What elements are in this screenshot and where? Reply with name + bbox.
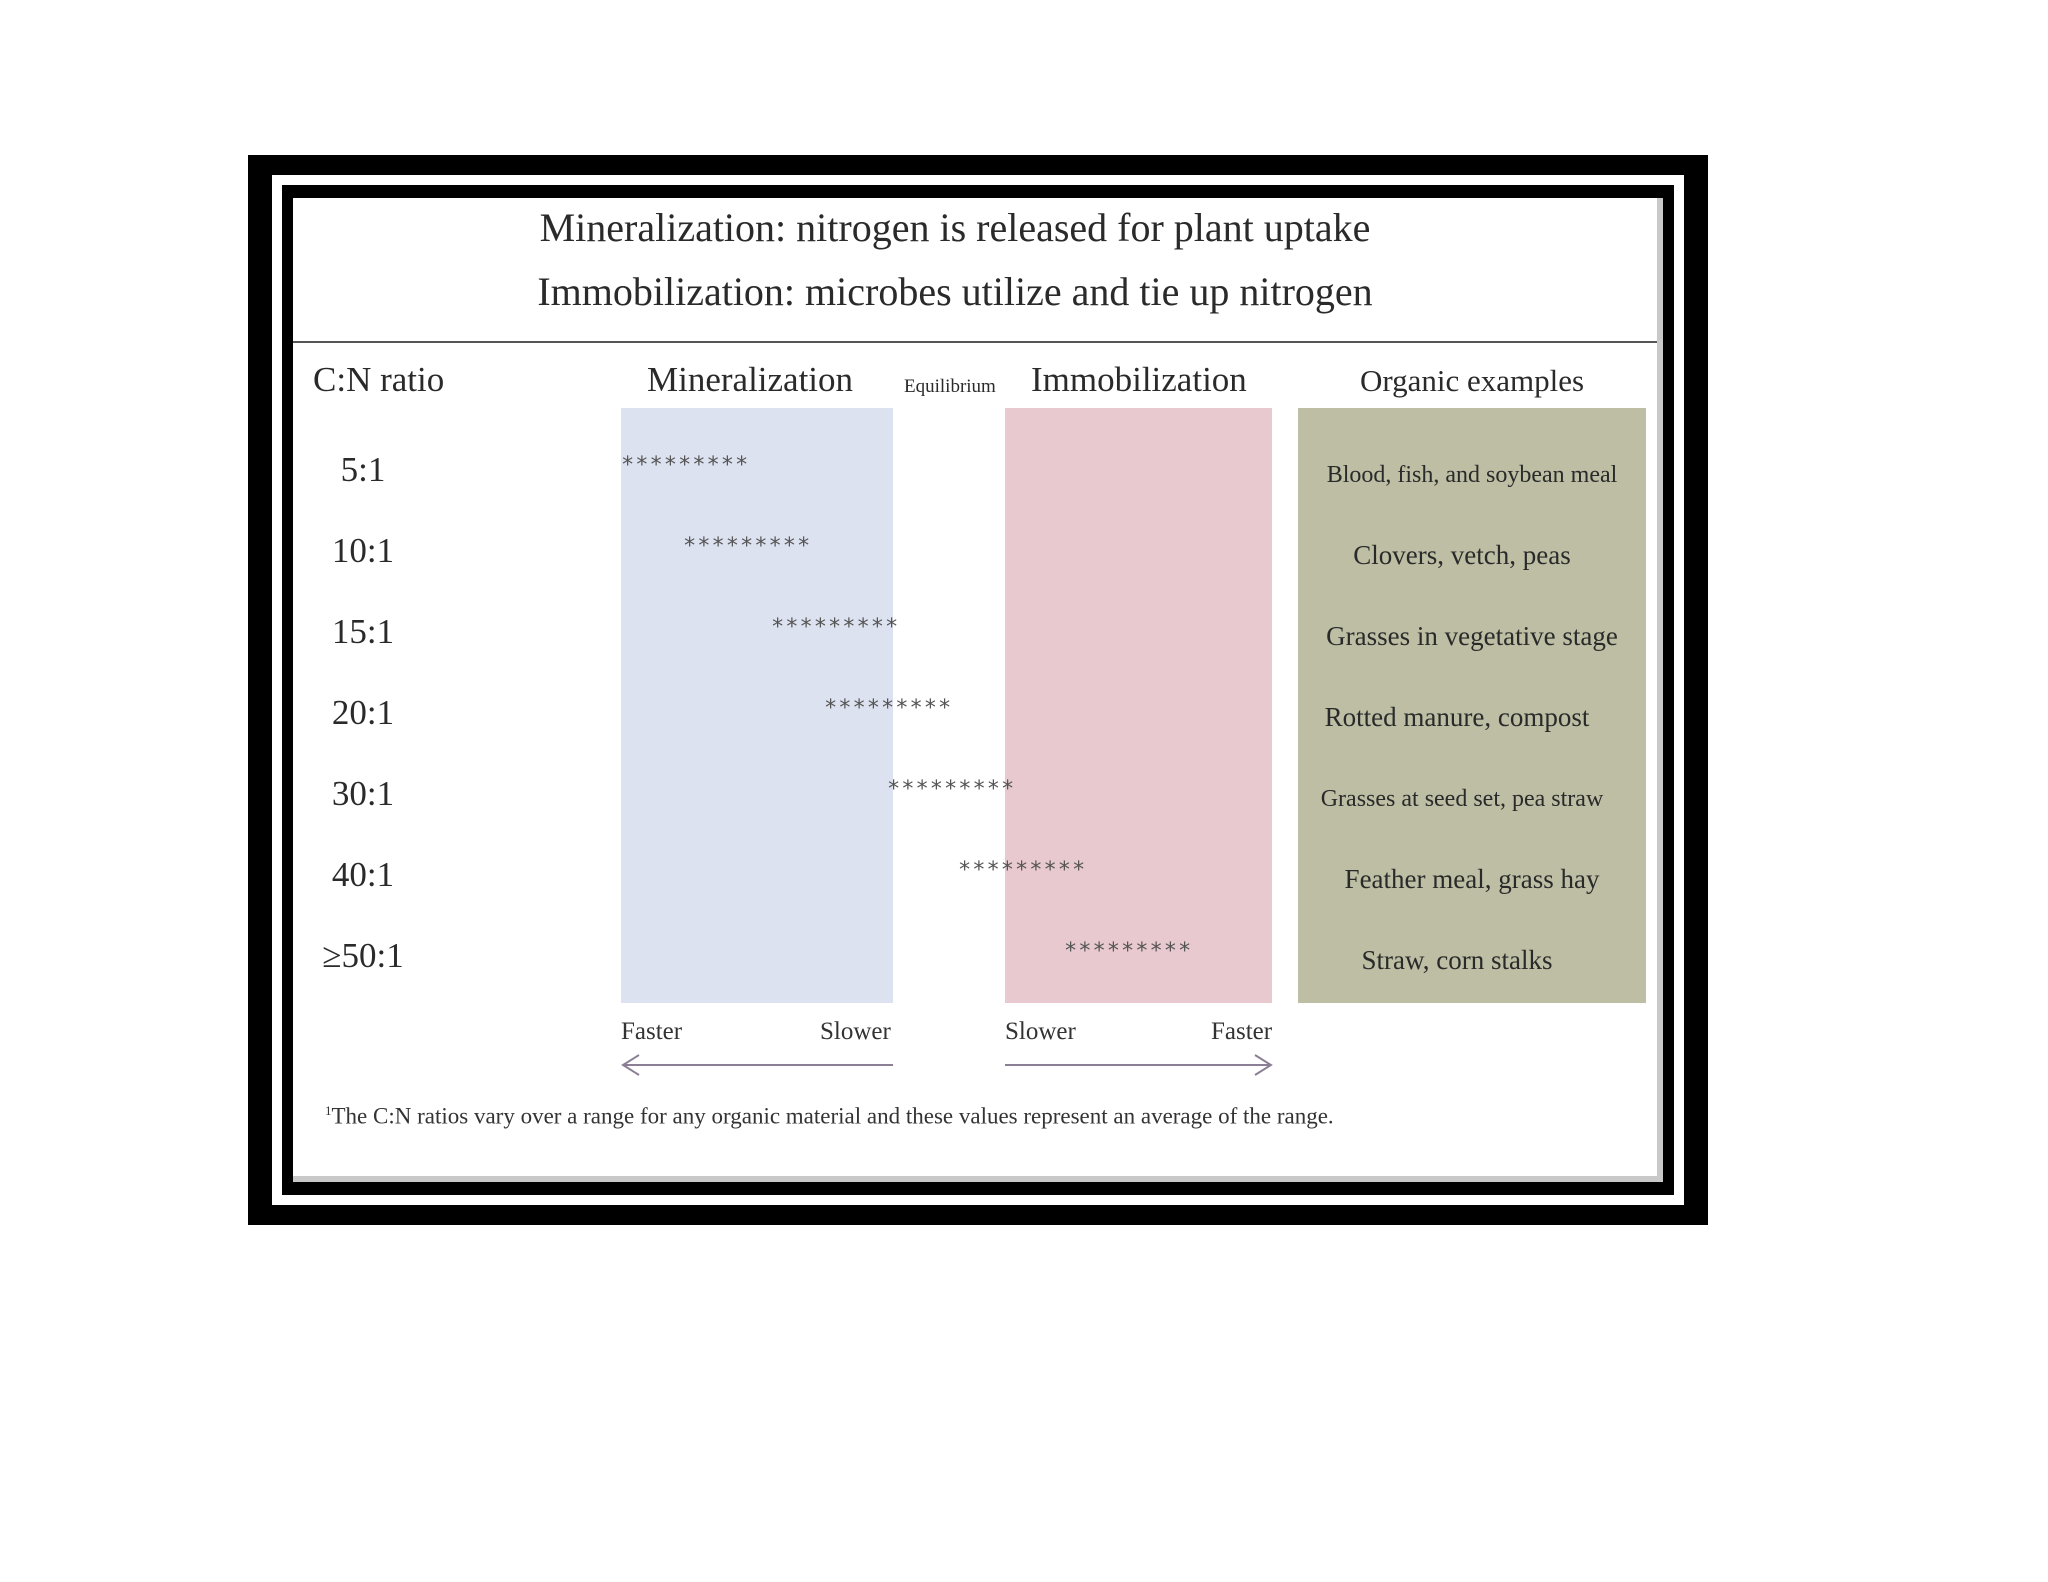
diagram-panel — [293, 198, 1663, 1182]
right-arrow-icon — [1003, 1050, 1275, 1080]
organic-example: Rotted manure, compost — [1324, 702, 1590, 732]
rate-marker: ********* — [1064, 939, 1193, 964]
header-line-1: Mineralization: nitrogen is released for plant uptake — [539, 205, 1371, 250]
organic-example: Straw, corn stalks — [1361, 945, 1553, 975]
rate-marker: ********* — [887, 777, 1016, 802]
rate-marker: ********* — [683, 534, 812, 559]
organic-example: Grasses at seed set, pea straw — [1320, 786, 1604, 812]
frame-inner-border — [282, 185, 1674, 1195]
immobilization-band — [1005, 408, 1272, 1003]
footnote-text: The C:N ratios vary over a range for any organic material and these values represent an average of the range. — [331, 1103, 1334, 1129]
header-line-2: Immobilization: microbes utilize and tie up nitrogen — [537, 269, 1373, 314]
column-header-mineralization: Mineralization — [647, 360, 854, 399]
column-header-immobilization: Immobilization — [1031, 360, 1247, 399]
rate-marker: ********* — [621, 453, 750, 478]
footnote-mark: 1 — [325, 1103, 332, 1118]
ratio-label: 5:1 — [340, 450, 386, 489]
immobilization-faster-label: Faster — [1211, 1018, 1273, 1045]
figure-frame — [248, 155, 1708, 1225]
ratio-label: 15:1 — [331, 612, 395, 651]
organic-example: Clovers, vetch, peas — [1353, 540, 1571, 570]
footnote — [325, 1103, 1334, 1130]
header-divider — [293, 341, 1657, 343]
immobilization-slower-label: Slower — [1005, 1018, 1076, 1045]
rate-marker: ********* — [958, 858, 1087, 883]
rate-marker: ********* — [771, 615, 900, 640]
mineralization-faster-label: Faster — [621, 1018, 683, 1045]
ratio-label: 30:1 — [331, 774, 395, 813]
mineralization-slower-label: Slower — [820, 1018, 891, 1045]
organic-example: Blood, fish, and soybean meal — [1326, 462, 1618, 488]
organic-example: Feather meal, grass hay — [1344, 864, 1600, 894]
ratio-label: ≥50:1 — [322, 936, 404, 975]
organic-example: Grasses in vegetative stage — [1326, 621, 1618, 651]
left-arrow-icon — [619, 1050, 897, 1080]
ratio-label: 10:1 — [331, 531, 395, 570]
frame-white-border — [272, 175, 1684, 1205]
column-header-equilibrium: Equilibrium — [904, 376, 996, 397]
column-header-organic-examples: Organic examples — [1360, 363, 1585, 398]
column-header-cn-ratio: C:N ratio — [313, 360, 445, 399]
ratio-label: 40:1 — [331, 855, 395, 894]
rate-marker: ********* — [824, 696, 953, 721]
ratio-label: 20:1 — [331, 693, 395, 732]
